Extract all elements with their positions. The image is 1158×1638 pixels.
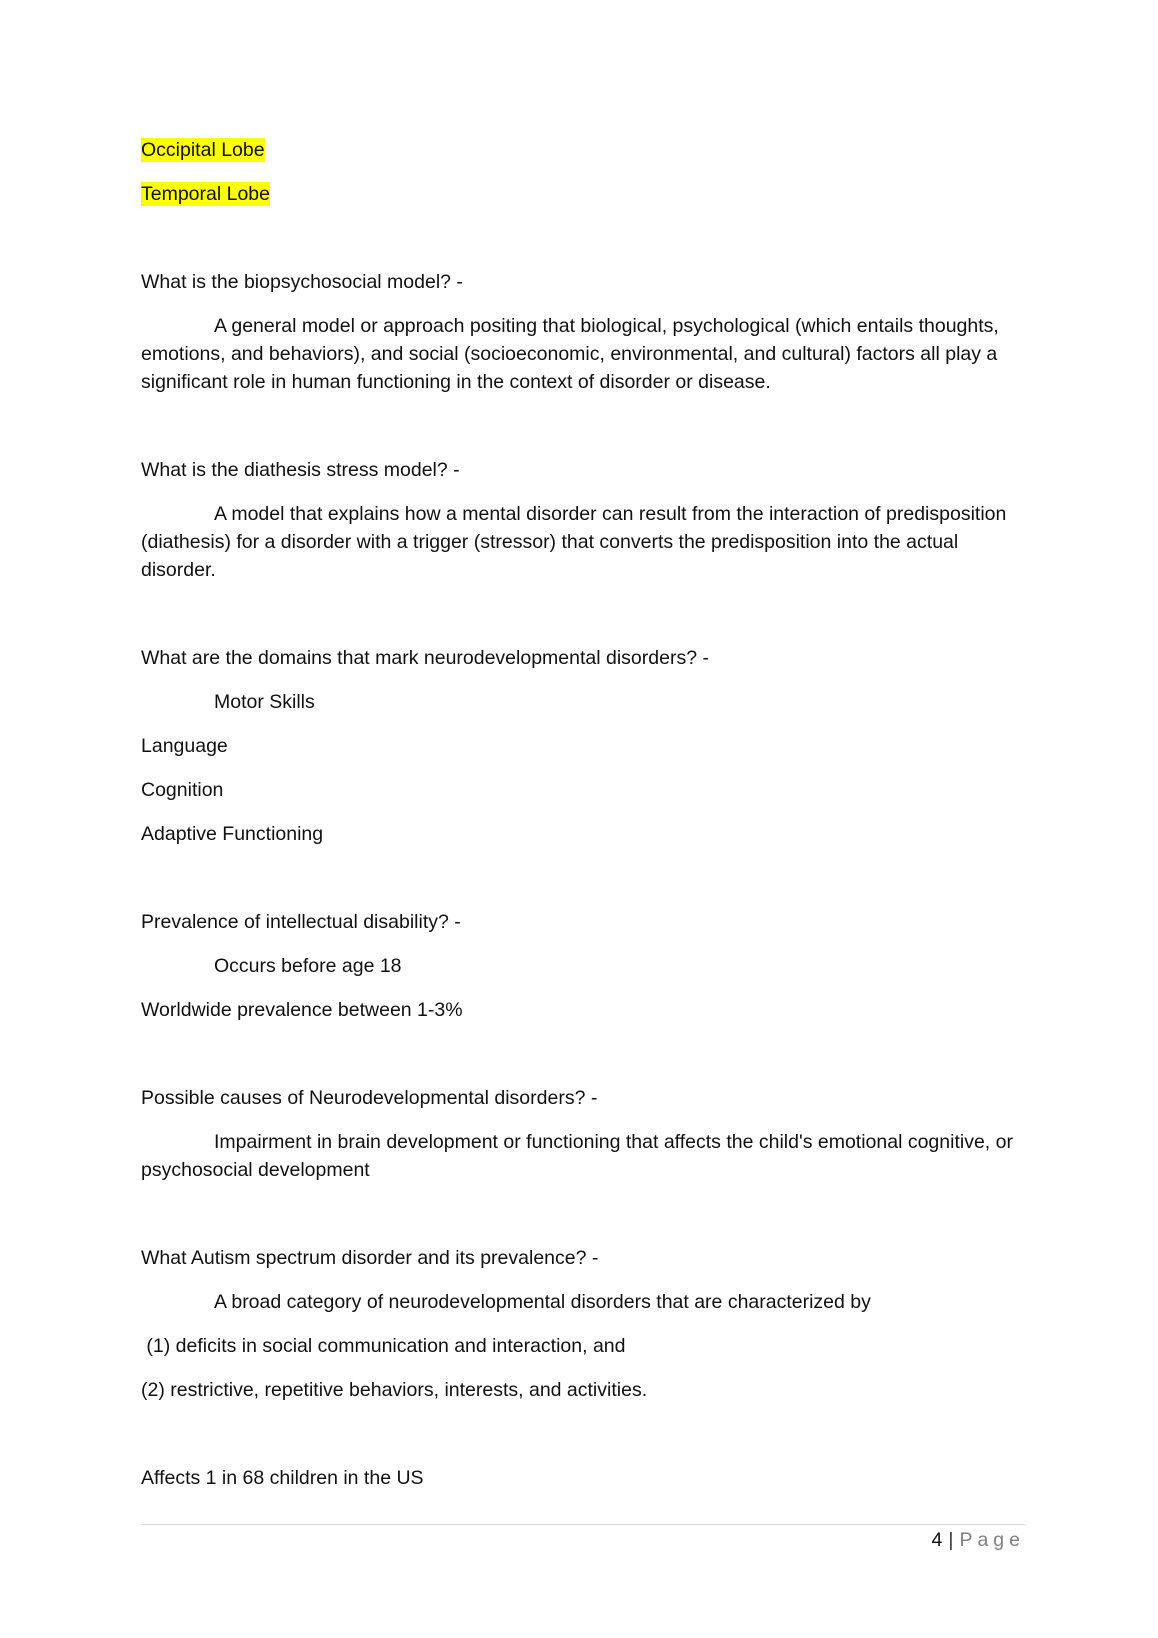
answer-line: (2) restrictive, repetitive behaviors, interests, and activities. — [141, 1379, 648, 1401]
question-neurodevelopmental-causes: Possible causes of Neurodevelopmental disorders? - — [141, 1087, 598, 1109]
highlighted-line — [141, 136, 1021, 164]
answer-biopsychosocial: A general model or approach positing that biological, psychological (which entails thoughts, emotions, and behaviors), and social (socioeconomic, environmental, and cultural) factors all play a significant role in human functioning in the context of disorder or disease. — [141, 315, 1005, 393]
answer-neurodevelopmental-causes: Impairment in brain development or functioning that affects the child's emotional cognitive, or psychosocial development — [141, 1131, 1019, 1181]
answer-diathesis-stress: A model that explains how a mental disorder can result from the interaction of predisposition (diathesis) for a disorder with a trigger (stressor) that converts the predisposition into the actual disorder. — [141, 503, 1012, 581]
answer-line: Adaptive Functioning — [141, 823, 324, 845]
question-autism: What Autism spectrum disorder and its prevalence? - — [141, 1247, 599, 1269]
question-neurodevelopmental-domains: What are the domains that mark neurodevelopmental disorders? - — [141, 647, 709, 669]
page-footer — [932, 1526, 1025, 1554]
page-number: 4 — [931, 1529, 943, 1551]
footer-divider — [141, 1524, 1025, 1525]
answer-line: Cognition — [141, 779, 224, 801]
page-label: Page — [959, 1529, 1025, 1551]
highlighted-line — [141, 180, 1021, 208]
question-biopsychosocial: What is the biopsychosocial model? - — [141, 271, 463, 293]
page-content — [141, 136, 1021, 1508]
question-diathesis-stress: What is the diathesis stress model? - — [141, 459, 460, 481]
answer-line: Worldwide prevalence between 1-3% — [141, 999, 463, 1021]
highlighted-text: Occipital Lobe — [141, 139, 265, 161]
answer-line: Occurs before age 18 — [214, 955, 402, 977]
answer-line: Motor Skills — [214, 691, 315, 713]
highlighted-text: Temporal Lobe — [141, 183, 270, 205]
answer-line: Language — [141, 735, 228, 757]
answer-line: A broad category of neurodevelopmental disorders that are characterized by — [214, 1291, 871, 1313]
footer-separator: | — [948, 1529, 954, 1551]
answer-line: (1) deficits in social communication and interaction, and — [141, 1335, 626, 1357]
question-intellectual-disability: Prevalence of intellectual disability? - — [141, 911, 461, 933]
answer-line: Affects 1 in 68 children in the US — [141, 1467, 424, 1489]
